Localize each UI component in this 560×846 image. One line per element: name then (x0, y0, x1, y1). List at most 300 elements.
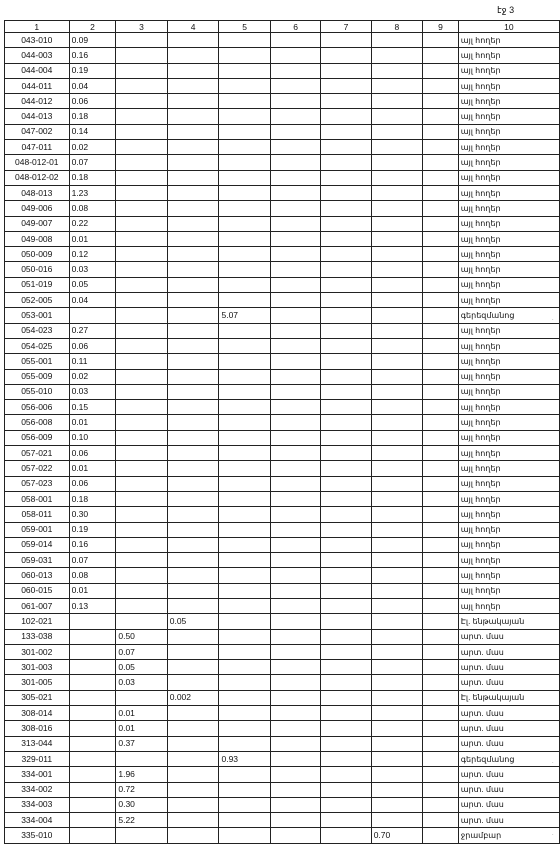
value-cell (371, 721, 422, 736)
value-cell (270, 507, 320, 522)
value-cell (371, 170, 422, 185)
value-cell (116, 109, 167, 124)
value-cell (270, 33, 320, 48)
table-row (5, 537, 560, 552)
value-cell (219, 140, 270, 155)
value-cell (423, 400, 459, 415)
value-cell: 0.07 (69, 155, 116, 170)
value-cell (167, 94, 219, 109)
value-cell (69, 782, 116, 797)
value-cell: 0.18 (69, 491, 116, 506)
parcel-code-cell: 050-009 (5, 247, 70, 262)
value-cell (69, 675, 116, 690)
value-cell (116, 323, 167, 338)
value-cell: 0.72 (116, 782, 167, 797)
value-cell (371, 338, 422, 353)
value-cell (321, 308, 371, 323)
value-cell (116, 48, 167, 63)
value-cell (270, 721, 320, 736)
value-cell (321, 109, 371, 124)
value-cell (321, 415, 371, 430)
parcel-code-cell: 060-013 (5, 568, 70, 583)
value-cell (321, 400, 371, 415)
value-cell (321, 491, 371, 506)
parcel-code-cell: 061-007 (5, 598, 70, 613)
value-cell (69, 767, 116, 782)
value-cell (116, 338, 167, 353)
value-cell: 0.01 (69, 415, 116, 430)
value-cell (423, 33, 459, 48)
value-cell (371, 706, 422, 721)
value-cell: 0.27 (69, 323, 116, 338)
value-cell (270, 170, 320, 185)
value-cell (167, 48, 219, 63)
value-cell (321, 644, 371, 659)
value-cell (167, 583, 219, 598)
value-cell (270, 94, 320, 109)
value-cell (371, 124, 422, 139)
value-cell (270, 614, 320, 629)
value-cell (69, 706, 116, 721)
value-cell (423, 583, 459, 598)
value-cell (270, 629, 320, 644)
value-cell (167, 461, 219, 476)
value-cell: 0.13 (69, 598, 116, 613)
land-use-cell: այլ հողեր (458, 598, 559, 613)
parcel-code-cell: 047-011 (5, 140, 70, 155)
value-cell (167, 629, 219, 644)
land-use-cell: այլ հողեր (458, 140, 559, 155)
value-cell (371, 491, 422, 506)
value-cell (270, 109, 320, 124)
table-row (5, 461, 560, 476)
value-cell: 0.30 (116, 797, 167, 812)
land-use-cell: Էլ. ենթակայան (458, 690, 559, 705)
value-cell (116, 369, 167, 384)
value-cell (423, 124, 459, 139)
value-cell (270, 751, 320, 766)
value-cell (219, 721, 270, 736)
value-cell: 0.16 (69, 537, 116, 552)
value-cell (321, 537, 371, 552)
value-cell (371, 782, 422, 797)
value-cell (167, 767, 219, 782)
value-cell (423, 155, 459, 170)
value-cell: 0.50 (116, 629, 167, 644)
table-row (5, 155, 560, 170)
value-cell (423, 660, 459, 675)
parcel-code-cell: 308-014 (5, 706, 70, 721)
table-row (5, 690, 560, 705)
value-cell: 0.06 (69, 94, 116, 109)
column-header: 10 (458, 21, 559, 33)
value-cell (321, 660, 371, 675)
value-cell (423, 629, 459, 644)
value-cell (321, 94, 371, 109)
value-cell (69, 736, 116, 751)
value-cell (219, 94, 270, 109)
value-cell: 0.11 (69, 354, 116, 369)
value-cell (219, 491, 270, 506)
value-cell (219, 813, 270, 828)
value-cell (371, 553, 422, 568)
land-use-cell: այլ հողեր (458, 63, 559, 78)
value-cell (321, 690, 371, 705)
value-cell (116, 507, 167, 522)
value-cell: 0.01 (69, 583, 116, 598)
value-cell: 0.07 (69, 553, 116, 568)
land-use-cell: գերեզմանոց (458, 751, 559, 766)
value-cell (321, 751, 371, 766)
value-cell (423, 782, 459, 797)
value-cell (371, 430, 422, 445)
land-use-cell: այլ հողեր (458, 568, 559, 583)
value-cell (423, 323, 459, 338)
table-row (5, 568, 560, 583)
land-use-cell: այլ հողեր (458, 247, 559, 262)
value-cell (116, 384, 167, 399)
value-cell (321, 384, 371, 399)
value-cell (116, 446, 167, 461)
value-cell: 0.08 (69, 568, 116, 583)
value-cell (270, 262, 320, 277)
value-cell (116, 400, 167, 415)
value-cell (423, 140, 459, 155)
value-cell (116, 140, 167, 155)
land-use-cell: այլ հողեր (458, 277, 559, 292)
value-cell (423, 354, 459, 369)
value-cell (371, 813, 422, 828)
table-row (5, 384, 560, 399)
value-cell (270, 461, 320, 476)
value-cell (270, 690, 320, 705)
value-cell (116, 690, 167, 705)
parcel-code-cell: 057-022 (5, 461, 70, 476)
value-cell (423, 170, 459, 185)
value-cell (116, 231, 167, 246)
value-cell (371, 63, 422, 78)
land-use-cell: այլ հողեր (458, 537, 559, 552)
value-cell (321, 813, 371, 828)
value-cell (321, 33, 371, 48)
value-cell (167, 476, 219, 491)
value-cell (423, 308, 459, 323)
land-use-cell: այլ հողեր (458, 201, 559, 216)
value-cell: 0.19 (69, 63, 116, 78)
value-cell (321, 201, 371, 216)
table-row (5, 476, 560, 491)
column-header: 5 (219, 21, 270, 33)
margin-mark: · (552, 317, 554, 323)
parcel-code-cell: 058-011 (5, 507, 70, 522)
value-cell (423, 721, 459, 736)
value-cell (219, 537, 270, 552)
land-use-cell: այլ հողեր (458, 33, 559, 48)
land-use-cell: այլ հողեր (458, 94, 559, 109)
land-use-cell: այլ հողեր (458, 522, 559, 537)
land-use-cell: արտ. մաս (458, 721, 559, 736)
value-cell (219, 369, 270, 384)
value-cell (270, 384, 320, 399)
value-cell (270, 446, 320, 461)
table-row (5, 369, 560, 384)
value-cell (116, 461, 167, 476)
value-cell (371, 94, 422, 109)
value-cell (270, 782, 320, 797)
value-cell (270, 338, 320, 353)
value-cell (270, 293, 320, 308)
value-cell (167, 706, 219, 721)
value-cell: 0.16 (69, 48, 116, 63)
value-cell (423, 476, 459, 491)
margin-mark: · (552, 832, 554, 838)
value-cell (167, 124, 219, 139)
value-cell (371, 736, 422, 751)
parcel-code-cell: 059-031 (5, 553, 70, 568)
table-body (5, 33, 560, 844)
value-cell (219, 78, 270, 93)
value-cell (423, 568, 459, 583)
value-cell (167, 415, 219, 430)
value-cell (270, 48, 320, 63)
table-row (5, 614, 560, 629)
value-cell (423, 813, 459, 828)
value-cell (371, 767, 422, 782)
value-cell (321, 446, 371, 461)
value-cell (167, 170, 219, 185)
land-use-cell: այլ հողեր (458, 78, 559, 93)
margin-mark: · (552, 760, 554, 766)
table-row (5, 33, 560, 48)
value-cell: 0.06 (69, 476, 116, 491)
land-use-cell: այլ հողեր (458, 446, 559, 461)
land-use-cell: այլ հողեր (458, 583, 559, 598)
value-cell (69, 751, 116, 766)
value-cell (371, 277, 422, 292)
value-cell (423, 706, 459, 721)
value-cell (116, 293, 167, 308)
value-cell (371, 476, 422, 491)
value-cell (219, 231, 270, 246)
value-cell (270, 400, 320, 415)
value-cell (167, 277, 219, 292)
table-row (5, 751, 560, 766)
value-cell (270, 522, 320, 537)
value-cell (69, 629, 116, 644)
parcel-code-cell: 048-013 (5, 185, 70, 200)
value-cell (219, 400, 270, 415)
table-row (5, 430, 560, 445)
value-cell (116, 537, 167, 552)
parcel-code-cell: 048-012-02 (5, 170, 70, 185)
land-use-cell: արտ. մաս (458, 675, 559, 690)
value-cell (270, 323, 320, 338)
value-cell (116, 201, 167, 216)
value-cell (116, 553, 167, 568)
value-cell (321, 338, 371, 353)
value-cell (321, 568, 371, 583)
value-cell (69, 690, 116, 705)
land-use-cell: այլ հողեր (458, 415, 559, 430)
table-row (5, 247, 560, 262)
value-cell (371, 751, 422, 766)
value-cell (270, 537, 320, 552)
value-cell (371, 201, 422, 216)
value-cell (167, 782, 219, 797)
value-cell (321, 767, 371, 782)
parcel-code-cell: 053-001 (5, 308, 70, 323)
value-cell (321, 78, 371, 93)
value-cell (270, 201, 320, 216)
value-cell (219, 48, 270, 63)
parcel-code-cell: 056-009 (5, 430, 70, 445)
land-use-cell: այլ հողեր (458, 109, 559, 124)
table-row (5, 644, 560, 659)
value-cell (219, 675, 270, 690)
parcel-code-cell: 334-001 (5, 767, 70, 782)
value-cell: 0.93 (219, 751, 270, 766)
value-cell (69, 721, 116, 736)
table-row (5, 323, 560, 338)
value-cell (167, 736, 219, 751)
value-cell (116, 598, 167, 613)
value-cell (69, 644, 116, 659)
value-cell (167, 384, 219, 399)
value-cell: 0.37 (116, 736, 167, 751)
table-row (5, 767, 560, 782)
land-use-cell: արտ. մաս (458, 706, 559, 721)
value-cell (371, 262, 422, 277)
parcel-code-cell: 060-015 (5, 583, 70, 598)
land-use-cell: այլ հողեր (458, 170, 559, 185)
value-cell (423, 553, 459, 568)
value-cell (321, 277, 371, 292)
value-cell (219, 293, 270, 308)
value-cell: 0.07 (116, 644, 167, 659)
value-cell (321, 706, 371, 721)
value-cell (219, 828, 270, 843)
parcel-code-cell: 055-001 (5, 354, 70, 369)
parcel-code-cell: 043-010 (5, 33, 70, 48)
value-cell (116, 94, 167, 109)
value-cell (423, 415, 459, 430)
value-cell: 1.96 (116, 767, 167, 782)
value-cell (116, 63, 167, 78)
table-row (5, 721, 560, 736)
table-row (5, 185, 560, 200)
table-row (5, 124, 560, 139)
parcel-code-cell: 044-011 (5, 78, 70, 93)
value-cell (423, 537, 459, 552)
value-cell (270, 736, 320, 751)
land-use-cell: այլ հողեր (458, 262, 559, 277)
value-cell (219, 109, 270, 124)
table-row (5, 797, 560, 812)
value-cell: 0.18 (69, 109, 116, 124)
value-cell (219, 247, 270, 262)
value-cell (167, 491, 219, 506)
value-cell (423, 338, 459, 353)
parcel-code-cell: 329-011 (5, 751, 70, 766)
parcel-code-cell: 058-001 (5, 491, 70, 506)
table-row (5, 308, 560, 323)
value-cell (371, 400, 422, 415)
value-cell (270, 140, 320, 155)
value-cell (219, 201, 270, 216)
value-cell (321, 430, 371, 445)
column-header: 7 (321, 21, 371, 33)
parcel-code-cell: 054-023 (5, 323, 70, 338)
value-cell (423, 675, 459, 690)
value-cell (167, 797, 219, 812)
value-cell (423, 736, 459, 751)
value-cell (423, 369, 459, 384)
value-cell (167, 78, 219, 93)
value-cell: 0.04 (69, 293, 116, 308)
value-cell (371, 185, 422, 200)
value-cell (116, 476, 167, 491)
value-cell: 5.07 (219, 308, 270, 323)
value-cell (167, 507, 219, 522)
value-cell (423, 614, 459, 629)
value-cell (167, 522, 219, 537)
value-cell (116, 354, 167, 369)
value-cell (219, 185, 270, 200)
value-cell (270, 216, 320, 231)
value-cell (167, 140, 219, 155)
value-cell (116, 568, 167, 583)
value-cell (371, 369, 422, 384)
value-cell (69, 660, 116, 675)
value-cell (321, 782, 371, 797)
table-row (5, 170, 560, 185)
value-cell (371, 323, 422, 338)
value-cell (321, 507, 371, 522)
value-cell (321, 721, 371, 736)
land-use-cell: այլ հողեր (458, 384, 559, 399)
value-cell (219, 216, 270, 231)
value-cell (321, 247, 371, 262)
value-cell (371, 231, 422, 246)
table-row (5, 201, 560, 216)
table-row (5, 491, 560, 506)
value-cell (371, 216, 422, 231)
value-cell (371, 660, 422, 675)
table-row (5, 813, 560, 828)
parcel-code-cell: 301-002 (5, 644, 70, 659)
value-cell (371, 797, 422, 812)
table-row (5, 262, 560, 277)
value-cell (321, 262, 371, 277)
value-cell: 0.01 (69, 461, 116, 476)
table-row (5, 48, 560, 63)
value-cell (423, 201, 459, 216)
value-cell (270, 660, 320, 675)
value-cell (423, 63, 459, 78)
value-cell (321, 476, 371, 491)
value-cell: 0.03 (69, 262, 116, 277)
value-cell (423, 384, 459, 399)
value-cell (423, 644, 459, 659)
parcel-code-cell: 056-008 (5, 415, 70, 430)
value-cell (321, 736, 371, 751)
value-cell (167, 323, 219, 338)
value-cell (167, 828, 219, 843)
table-row (5, 277, 560, 292)
value-cell: 0.01 (116, 721, 167, 736)
value-cell (167, 216, 219, 231)
value-cell (116, 308, 167, 323)
